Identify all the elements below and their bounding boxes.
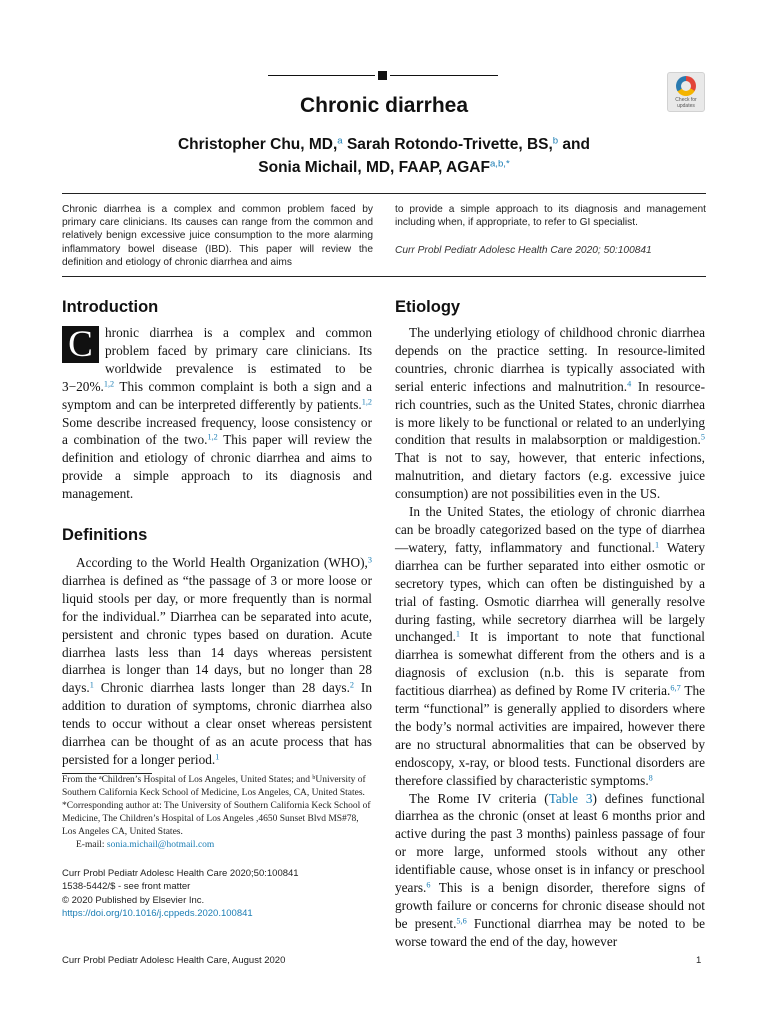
reference-citation[interactable]: 2 [349, 680, 355, 690]
page-footer-journal: Curr Probl Pediatr Adolesc Health Care, August 2020 [62, 955, 286, 966]
abstract-citation: Curr Probl Pediatr Adolesc Health Care 2020; 50:100841 [395, 245, 652, 256]
drop-cap: C [62, 326, 99, 363]
issn-line: 1538-5442/$ - see front matter [62, 881, 191, 893]
etiology-body [395, 324, 705, 951]
reference-citation[interactable]: 3 [367, 555, 372, 565]
author-name: and [558, 136, 590, 153]
reference-citation[interactable]: 1 [215, 752, 220, 762]
email-link[interactable]: sonia.michail@hotmail.com [106, 840, 215, 850]
reference-citation[interactable]: 6 [426, 880, 431, 890]
email-line [62, 839, 372, 852]
reference-citation[interactable]: 5,6 [456, 916, 467, 926]
definitions-paragraph: According to the World Health Organization (WHO),$^3$ diarrhea is defined as “the passage of 3 or more loose or liquid stools per day, or more frequently than is normal for the individual.” Diarrhea can be separated into acute, persistent and chronic types based on duration. Acute diarrhea lasts less than 14 days whereas persistent diarrhea is longer than 14 days, but no longer than 28 days.$^1$ Chronic diarrhea lasts longer than 28 days.$^2$ In addition to duration of symptoms, chronic diarrhea also tends to occur without a clear onset whereas persistent diarrhea can be thought of as an acute process that has persisted for a longer period.$^1$ [62, 555, 372, 767]
affiliation-marker: b [312, 774, 316, 781]
author-name: Sonia Michail, MD, FAAP, AGAF [258, 159, 490, 176]
author-affiliation-marker[interactable]: b [552, 135, 559, 147]
etiology-paragraph: In the United States, the etiology of chronic diarrhea can be broadly categorized based on the type of diarrhea—watery, fatty, inflammatory and functional.$^1$ Watery diarrhea can be further separated into either osmotic or secretory types, which can often be distinguished by a trial of fasting. Osmotic diarrhea will generally resolve during fasting, while secretory diarrhea will be largely unchanged.$^1$ It is important to note that functional diarrhea is somewhat different from the others and is a diagnosis of exclusion (n.b. this is separate from factitious diarrhea) as defined by Rome IV criteria.$^{6,7}$ The term “functional” is generally applied to disorders where the body’s normal activities are impaired, however there are no structural abnormalities that can be observed by endoscopy, x-ray, or blood tests. Functional disorders are therefore classified by characteristic symptoms.$^8$ [395, 504, 705, 788]
reference-citation[interactable]: 1 [455, 629, 461, 639]
affiliations-footnote [62, 774, 372, 852]
abstract-bottom-rule [62, 276, 706, 277]
author-line-2 [0, 156, 768, 179]
affiliation-text: From the $^a$Children’s Hospital of Los Angeles, United States; and $^b$University of Southern California Keck School of Medicine, Los Angeles, CA, United States. [62, 774, 366, 798]
publication-info [62, 867, 372, 921]
title-ornament-line-left [268, 75, 375, 76]
definitions-body [62, 554, 372, 769]
etiology-paragraph: The Rome IV criteria (Table 3) defines functional diarrhea as the chronic (onset at least 6 months prior and active during the past 3 months) painless passage of four or more large, unformed stools without any other identifiable cause, whose onset is in infancy or preschool years.$^6$ This is a benign disorder, therefore signs of growth failure or concerns for chronic disease should not be present.$^{5,6}$ Functional diarrhea may be noted to be worse toward the end of the day, however [395, 790, 705, 949]
title-ornament-line-right [390, 75, 498, 76]
author-affiliation-marker[interactable]: a [337, 135, 343, 147]
author-line-1 [0, 133, 768, 156]
reference-citation[interactable]: 6,7 [670, 683, 681, 693]
page-number: 1 [696, 955, 702, 966]
badge-label: Check for updates [675, 97, 697, 109]
reference-citation[interactable]: 1 [654, 540, 660, 550]
author-affiliation-marker[interactable]: a,b,* [489, 158, 510, 170]
crossmark-icon [676, 76, 696, 96]
abstract-left-column: Chronic diarrhea is a complex and common problem faced by primary care clinicians. Its causes can range from the common and relatively benign excessive juice consumption to the more alarming inflammatory bowel disease (IBD). This paper will review the definition and etiology of chronic diarrhea and aims [62, 204, 373, 268]
reference-citation[interactable]: 1,2 [361, 397, 372, 407]
reference-citation[interactable]: 8 [648, 773, 653, 783]
introduction-text: hronic diarrhea is a complex and common problem faced by primary care clinicians. Its worldwide prevalence is estimated to be 3−20%.$^{1,2}$ This common complaint is both a sign and a symptom and can be interpreted differently by patients.$^{1,2}$ Some describe increased frequency, loose consistency or a combination of the two.$^{1,2}$ This paper will review the definition and etiology of chronic diarrhea and aims to provide a simple approach to its diagnosis and management. [62, 325, 372, 502]
reference-citation[interactable]: 5 [700, 432, 705, 442]
reference-citation[interactable]: 1 [89, 680, 94, 690]
introduction-heading: Introduction [62, 298, 159, 316]
table-link[interactable]: Table 3 [548, 790, 593, 806]
article-title: Chronic diarrhea [299, 94, 469, 117]
introduction-body [62, 324, 372, 503]
doi-link[interactable]: https://doi.org/10.1016/j.cppeds.2020.100841 [62, 908, 253, 920]
definitions-heading: Definitions [62, 526, 148, 544]
abstract-top-rule [62, 193, 706, 194]
reference-citation[interactable]: 1,2 [103, 379, 115, 389]
corresponding-author: *Corresponding author at: The University of Southern California Keck School of Medicine, The Children’s Hospital of Los Angeles ,4650 Sunset Blvd MS#78, Los Angeles CA, United States. [62, 801, 371, 837]
copyright-line: © 2020 Published by Elsevier Inc. [62, 894, 205, 906]
author-name: Sarah Rotondo-Trivette, BS, [342, 136, 553, 153]
author-name: Christopher Chu, MD, [177, 136, 338, 153]
reference-citation[interactable]: 1,2 [207, 432, 218, 442]
affiliation-marker: a [98, 774, 102, 781]
journal-reference: Curr Probl Pediatr Adolesc Health Care 2020;50:100841 [62, 868, 299, 879]
reference-citation[interactable]: 4 [627, 379, 632, 389]
etiology-paragraph: The underlying etiology of childhood chronic diarrhea depends on the practice setting. In resource-limited countries, chronic diarrhea is typically associated with serial enteric infections and malnutrition.$^4$ In resource-rich countries, such as the United States, chronic diarrhea is more likely to be functional or related to an underlying condition that results in malabsorption or maldigestion.$^5$ That is not to say, however, that enteric infections, malnutrition, and dietary factors (e.g. excessive juice consumption) are not possibilities even in the US. [395, 325, 705, 502]
title-ornament-square [378, 71, 387, 80]
author-list [0, 133, 768, 179]
etiology-heading: Etiology [395, 298, 461, 316]
email-label: E-mail: [76, 840, 107, 850]
abstract-right-column: to provide a simple approach to its diagnosis and management including when, if appropriate, to refer to GI specialist. [395, 204, 706, 229]
